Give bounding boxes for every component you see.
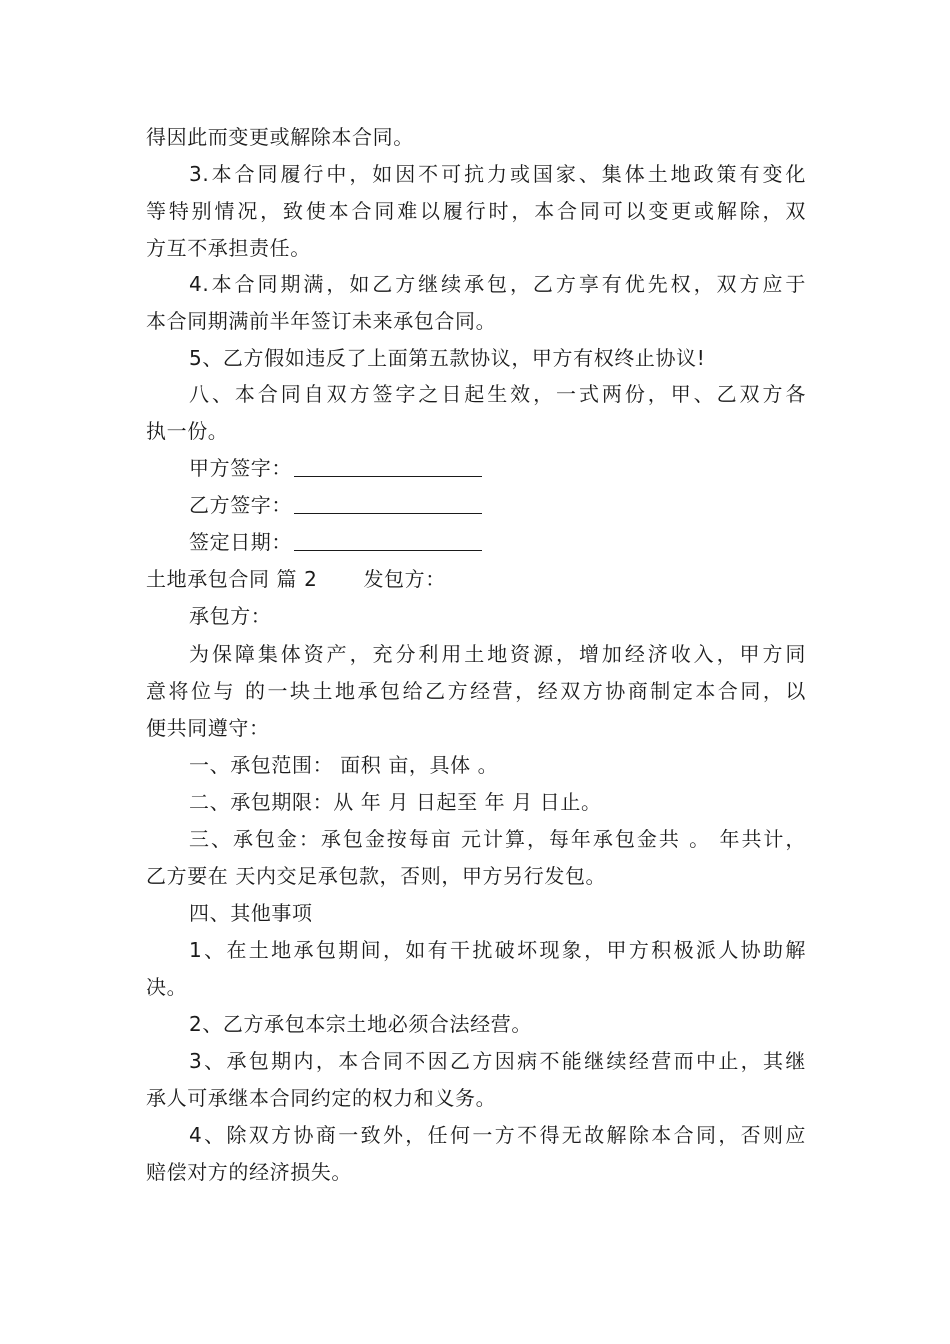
section-heading: 土地承包合同 篇 2 — [146, 567, 318, 591]
paragraph-line: 为保障集体资产，充分利用土地资源，增加经济收入，甲方同 — [189, 642, 806, 666]
paragraph-line: 得因此而变更或解除本合同。 — [146, 125, 414, 149]
paragraph-line: 3、承包期内，本合同不因乙方因病不能继续经营而中止，其继 — [189, 1049, 806, 1073]
signature-label: 签定日期： — [189, 530, 292, 554]
signature-blank-line — [294, 493, 482, 514]
signature-blank-line — [294, 530, 482, 551]
issuer-label: 发包方： — [363, 567, 446, 591]
paragraph-line: 3.本合同履行中，如因不可抗力或国家、集体土地政策有变化 — [189, 162, 806, 186]
signature-label: 甲方签字： — [189, 456, 292, 480]
paragraph-line: 2、乙方承包本宗土地必须合法经营。 — [189, 1012, 532, 1036]
paragraph-line: 八、本合同自双方签字之日起生效，一式两份，甲、乙双方各 — [189, 382, 806, 406]
paragraph-line: 三、承包金：承包金按每亩 元计算，每年承包金共 。 年共计， — [189, 827, 806, 851]
paragraph-line: 1、在土地承包期间，如有干扰破坏现象，甲方积极派人协助解 — [189, 938, 806, 962]
paragraph-line: 决。 — [146, 975, 188, 999]
paragraph-line: 本合同期满前半年签订未来承包合同。 — [146, 309, 497, 333]
paragraph-line: 等特别情况，致使本合同难以履行时，本合同可以变更或解除，双 — [146, 199, 806, 223]
signature-party-a — [189, 456, 482, 480]
paragraph-line: 承人可承继本合同约定的权力和义务。 — [146, 1086, 497, 1110]
paragraph-line: 赔偿对方的经济损失。 — [146, 1160, 352, 1184]
paragraph-line: 方互不承担责任。 — [146, 236, 311, 260]
signature-label: 乙方签字： — [189, 493, 292, 517]
paragraph-line: 二、承包期限：从 年 月 日起至 年 月 日止。 — [189, 790, 602, 814]
paragraph-line: 执一份。 — [146, 419, 229, 443]
signature-party-b — [189, 493, 482, 517]
paragraph-line: 乙方要在 天内交足承包款，否则，甲方另行发包。 — [146, 864, 607, 888]
paragraph-line: 意将位与 的一块土地承包给乙方经营，经双方协商制定本合同，以 — [146, 679, 806, 703]
paragraph-line: 一、承包范围： 面积 亩，具体 。 — [189, 753, 499, 777]
paragraph-line: 便共同遵守： — [146, 716, 270, 740]
paragraph-line: 5、乙方假如违反了上面第五款协议，甲方有权终止协议! — [189, 346, 706, 370]
contractor-label: 承包方： — [189, 604, 272, 628]
section-heading-row — [146, 567, 446, 591]
signature-blank-line — [294, 456, 482, 477]
paragraph-line: 4、除双方协商一致外，任何一方不得无故解除本合同，否则应 — [189, 1123, 806, 1147]
paragraph-line: 4.本合同期满，如乙方继续承包，乙方享有优先权，双方应于 — [189, 272, 806, 296]
signature-date — [189, 530, 482, 554]
paragraph-line: 四、其他事项 — [189, 901, 313, 925]
